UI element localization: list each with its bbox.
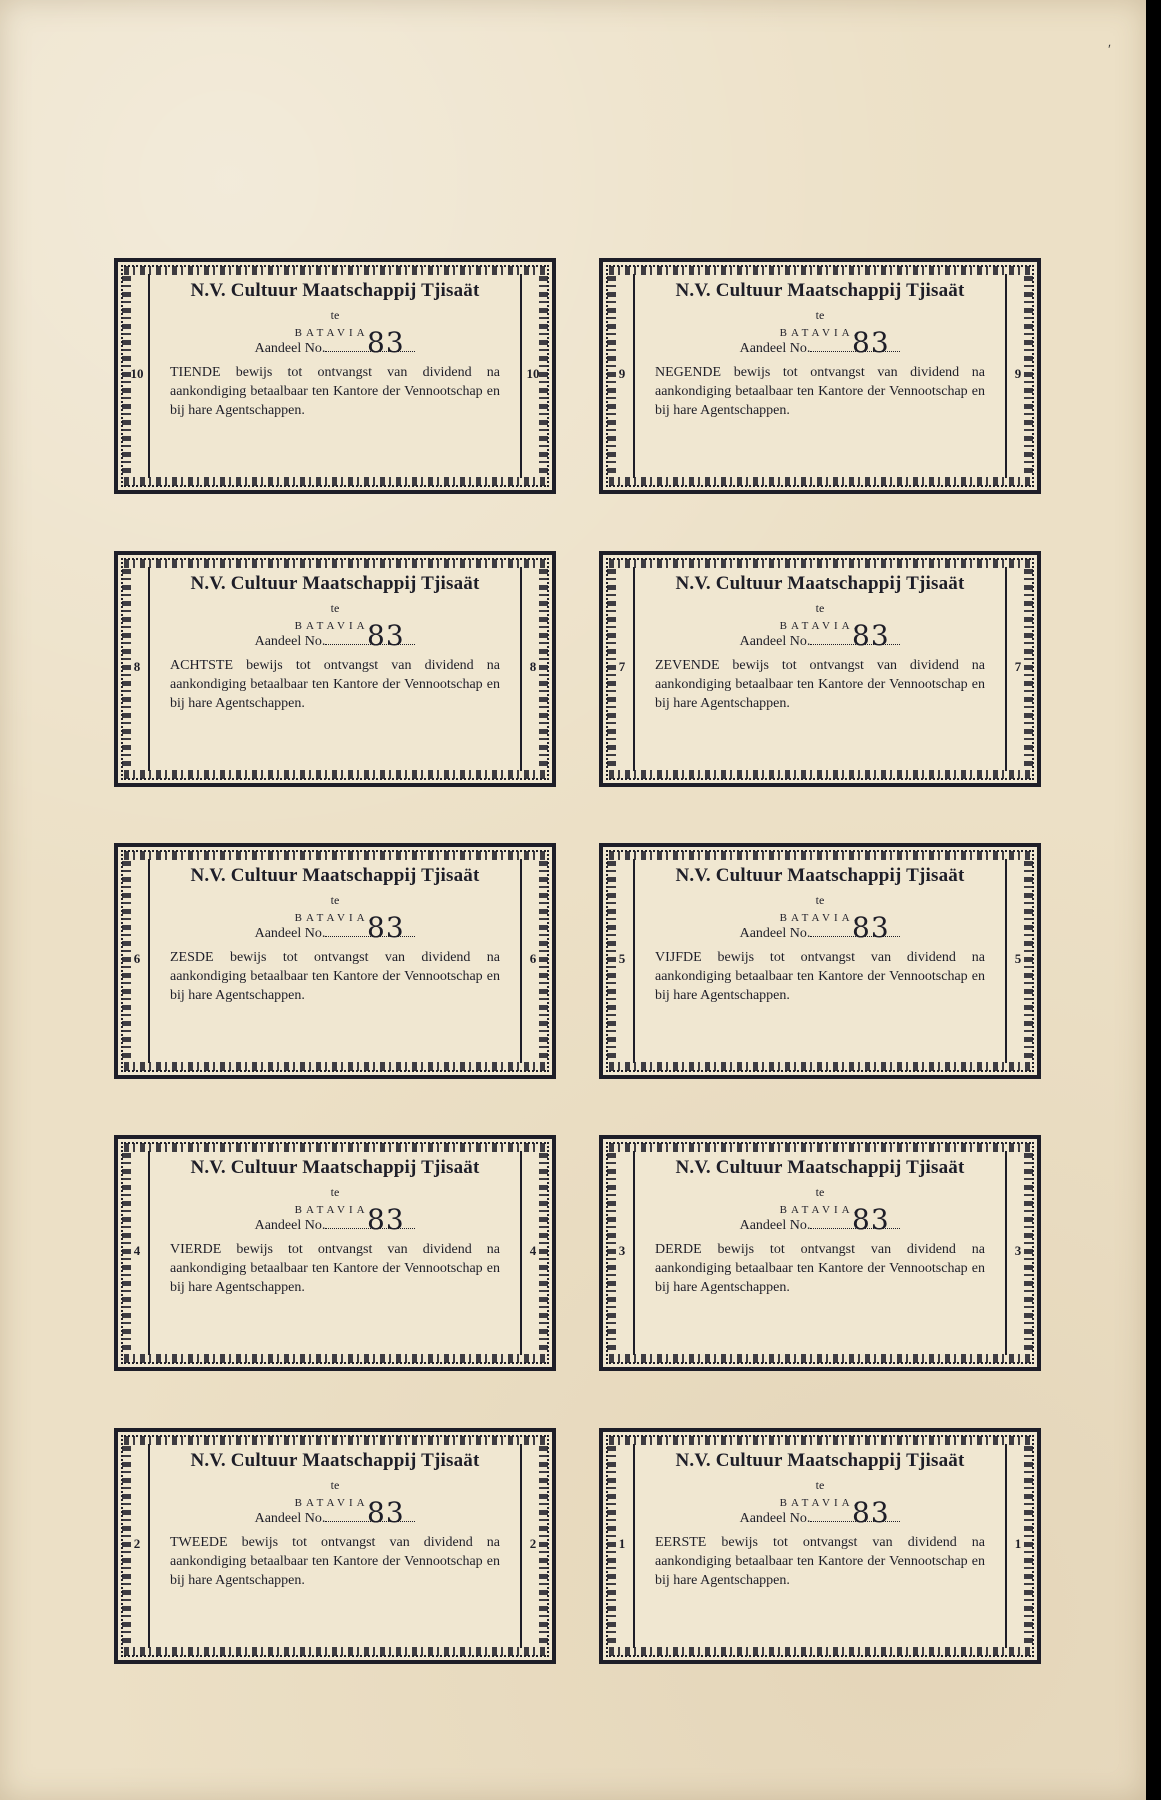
coupon-description [655,656,985,713]
city-name: BATAVIA. [294,620,376,632]
share-number: 83 [852,619,890,652]
coupon-body [170,573,500,713]
share-label: Aandeel No. [739,926,811,941]
coupon-text: bewijs tot ontvangst van dividend na aankondiging betaalbaar ten Kantore der Vennootschap en bij hare Agentschappen. [170,950,500,1003]
coupon-number-left: 10 [130,366,144,381]
coupon-ordinal: VIERDE [170,1242,222,1257]
city-name: BATAVIA. [779,1497,861,1509]
ornament-border-bottom [609,1354,1031,1363]
company-name: N.V. Cultuur Maatschappij Tjisaät [675,865,965,886]
share-number: 83 [852,1203,890,1236]
dividend-coupon [114,1428,556,1664]
dividend-coupon [599,258,1041,494]
ornament-border-bottom [124,1062,546,1071]
share-number: 83 [367,326,405,359]
coupon-number-right: 3 [1014,1243,1022,1258]
share-label: Aandeel No. [254,341,326,356]
coupon-number-left: 4 [133,1243,141,1258]
coupon-number-left: 2 [133,1536,141,1551]
share-number: 83 [367,1496,405,1529]
company-name: N.V. Cultuur Maatschappij Tjisaät [190,1157,480,1178]
coupon-text: bewijs tot ontvangst van dividend na aankondiging betaalbaar ten Kantore der Vennootschap en bij hare Agentschappen. [655,1242,985,1295]
share-label: Aandeel No. [254,1511,326,1526]
company-name: N.V. Cultuur Maatschappij Tjisaät [190,1450,480,1471]
dividend-coupon [599,1135,1041,1371]
company-name: N.V. Cultuur Maatschappij Tjisaät [190,865,480,886]
share-number: 83 [852,326,890,359]
share-number: 83 [852,911,890,944]
coupon-body [655,280,985,420]
city-name: BATAVIA. [779,912,861,924]
city-name: BATAVIA. [779,620,861,632]
company-name: N.V. Cultuur Maatschappij Tjisaät [675,573,965,594]
share-label: Aandeel No. [739,1218,811,1233]
te-label: te [330,1185,340,1199]
te-label: te [330,1478,340,1492]
ornament-border-bottom [124,1354,546,1363]
coupon-ordinal: TWEEDE [170,1535,228,1550]
coupon-number-left: 6 [133,951,141,966]
company-name: N.V. Cultuur Maatschappij Tjisaät [675,1157,965,1178]
coupon-body [170,865,500,1005]
company-name: N.V. Cultuur Maatschappij Tjisaät [190,573,480,594]
city-name: BATAVIA. [294,1497,376,1509]
coupon-body [655,1450,985,1590]
coupon-number-right: 9 [1014,366,1022,381]
ornament-border-bottom [609,1062,1031,1071]
share-label: Aandeel No. [254,926,326,941]
coupon-number-right: 4 [529,1243,537,1258]
share-label: Aandeel No. [739,341,811,356]
coupon-ordinal: ACHTSTE [170,658,233,673]
te-label: te [815,1185,825,1199]
coupon-ordinal: EERSTE [655,1535,707,1550]
coupon-ordinal: ZEVENDE [655,658,720,673]
coupon-text: bewijs tot ontvangst van dividend na aankondiging betaalbaar ten Kantore der Vennootschap en bij hare Agentschappen. [170,658,500,711]
edge-pencil-mark: ʹ [1108,43,1112,58]
coupon-number-right: 6 [529,951,537,966]
dividend-coupon [114,843,556,1079]
coupon-number-left: 1 [618,1536,626,1551]
coupon-ordinal: DERDE [655,1242,702,1257]
ornament-border-bottom [609,770,1031,779]
te-label: te [815,601,825,615]
city-name: BATAVIA. [779,327,861,339]
coupon-description [655,948,985,1005]
city-name: BATAVIA. [779,1204,861,1216]
coupon-ordinal: ZESDE [170,950,214,965]
dividend-coupon [114,258,556,494]
coupon-body [655,865,985,1005]
coupon-number-right: 2 [529,1536,537,1551]
coupon-ordinal: NEGENDE [655,365,722,380]
city-name: BATAVIA. [294,1204,376,1216]
te-label: te [815,893,825,907]
coupon-description [170,1533,500,1590]
coupon-text: bewijs tot ontvangst van dividend na aankondiging betaalbaar ten Kantore der Vennootschap en bij hare Agentschappen. [655,365,986,418]
te-label: te [815,308,825,322]
ornament-border-bottom [609,477,1031,486]
coupon-number-left: 8 [133,659,141,674]
te-label: te [330,601,340,615]
coupon-number-left: 9 [618,366,626,381]
coupon-description [655,1533,985,1590]
coupon-text: bewijs tot ontvangst van dividend na aankondiging betaalbaar ten Kantore der Vennootschap en bij hare Agentschappen. [655,1535,985,1588]
ornament-border-bottom [124,1647,546,1656]
share-number: 83 [367,1203,405,1236]
city-name: BATAVIA. [294,912,376,924]
share-label: Aandeel No. [739,634,811,649]
coupon-description [170,363,500,420]
coupon-body [170,1450,500,1590]
share-label: Aandeel No. [254,1218,326,1233]
coupon-body [170,1157,500,1297]
coupon-text: bewijs tot ontvangst van dividend na aankondiging betaalbaar ten Kantore der Vennootschap en bij hare Agentschappen. [655,658,985,711]
coupon-description [170,948,500,1005]
coupon-number-left: 7 [618,659,626,674]
share-number: 83 [367,911,405,944]
coupon-number-left: 3 [618,1243,626,1258]
coupon-description [170,1240,500,1297]
dividend-coupon [599,843,1041,1079]
coupon-text: bewijs tot ontvangst van dividend na aankondiging betaalbaar ten Kantore der Vennootschap en bij hare Agentschappen. [170,1535,500,1588]
coupon-number-right: 5 [1014,951,1022,966]
company-name: N.V. Cultuur Maatschappij Tjisaät [675,280,965,301]
coupon-description [170,656,500,713]
company-name: N.V. Cultuur Maatschappij Tjisaät [190,280,480,301]
ornament-border-bottom [609,1647,1031,1656]
coupon-number-right: 7 [1014,659,1022,674]
te-label: te [815,1478,825,1492]
dividend-coupon [114,1135,556,1371]
coupon-text: bewijs tot ontvangst van dividend na aankondiging betaalbaar ten Kantore der Vennootschap en bij hare Agentschappen. [655,950,985,1003]
coupon-number-right: 1 [1014,1536,1022,1551]
coupon-number-right: 8 [529,659,537,674]
coupon-body [655,573,985,713]
coupon-ordinal: TIENDE [170,365,221,380]
city-name: BATAVIA. [294,327,376,339]
coupon-number-right: 10 [526,366,540,381]
coupon-description [655,363,985,420]
coupon-number-left: 5 [618,951,626,966]
te-label: te [330,308,340,322]
share-number: 83 [852,1496,890,1529]
ornament-border-bottom [124,477,546,486]
dividend-coupon [599,551,1041,787]
ornament-border-bottom [124,770,546,779]
dividend-coupon [599,1428,1041,1664]
share-label: Aandeel No. [254,634,326,649]
company-name: N.V. Cultuur Maatschappij Tjisaät [675,1450,965,1471]
coupon-ordinal: VIJFDE [655,950,702,965]
dividend-coupon [114,551,556,787]
te-label: te [330,893,340,907]
coupon-text: bewijs tot ontvangst van dividend na aankondiging betaalbaar ten Kantore der Vennootschap en bij hare Agentschappen. [170,365,501,418]
coupon-body [170,280,500,420]
coupon-body [655,1157,985,1297]
share-number: 83 [367,619,405,652]
share-label: Aandeel No. [739,1511,811,1526]
coupon-description [655,1240,985,1297]
coupon-text: bewijs tot ontvangst van dividend na aankondiging betaalbaar ten Kantore der Vennootschap en bij hare Agentschappen. [170,1242,500,1295]
